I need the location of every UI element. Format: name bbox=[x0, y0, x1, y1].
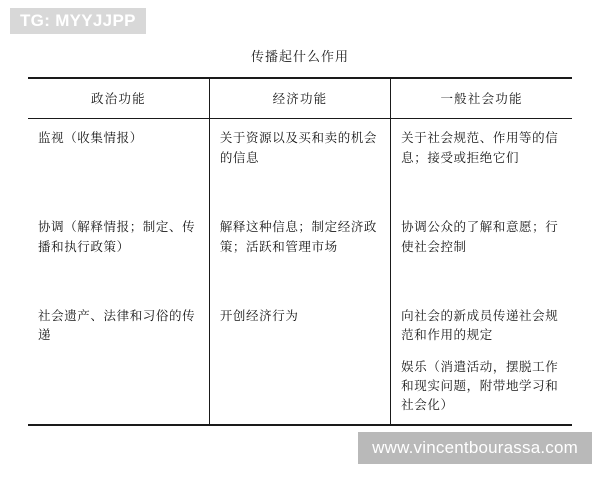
column-header-economic: 经济功能 bbox=[209, 78, 390, 119]
cell-political-surveillance bbox=[28, 119, 209, 176]
cell-text: 关于资源以及买和卖的机会的信息 bbox=[219, 130, 378, 165]
cell-political-heritage bbox=[28, 297, 209, 425]
cell-text: 社会遗产、法律和习俗的传递 bbox=[38, 307, 196, 343]
cell-text: 向社会的新成员传递社会规范和作用的规定 bbox=[401, 307, 559, 343]
cell-text-entertainment: 娱乐（消遣活动，摆脱工作和现实问题，附带地学习和社会化） bbox=[401, 358, 559, 413]
table-row-spacer bbox=[28, 176, 572, 208]
document-page bbox=[28, 46, 572, 426]
telegram-watermark: TG: MYYJJPP bbox=[10, 8, 146, 34]
cell-text: 关于社会规范、作用等的信息；接受或拒绝它们 bbox=[401, 130, 559, 165]
cell-political-coordination bbox=[28, 208, 209, 265]
table-header-row bbox=[28, 78, 572, 119]
table-row bbox=[28, 297, 572, 425]
cell-economic-heritage bbox=[209, 297, 390, 425]
cell-text: 监视（收集情报） bbox=[38, 130, 143, 146]
website-watermark: www.vincentbourassa.com bbox=[358, 432, 592, 464]
cell-social-heritage bbox=[391, 297, 572, 425]
table-body bbox=[28, 119, 572, 425]
cell-text: 协调公众的了解和意愿；行使社会控制 bbox=[401, 219, 559, 254]
page-title: 传播起什么作用 bbox=[250, 50, 349, 65]
functions-table bbox=[28, 77, 572, 426]
table-row bbox=[28, 119, 572, 176]
cell-text: 协调（解释情报；制定、传播和执行政策） bbox=[38, 219, 196, 254]
cell-economic-coordination bbox=[209, 208, 390, 265]
cell-text: 解释这种信息；制定经济政策；活跃和管理市场 bbox=[219, 219, 378, 254]
cell-social-surveillance bbox=[391, 119, 572, 176]
column-header-political: 政治功能 bbox=[28, 78, 209, 119]
table-header bbox=[28, 78, 572, 119]
column-header-social: 一般社会功能 bbox=[391, 78, 572, 119]
cell-social-coordination bbox=[391, 208, 572, 265]
table-row bbox=[28, 208, 572, 265]
cell-text: 开创经济行为 bbox=[219, 307, 299, 323]
cell-economic-surveillance bbox=[209, 119, 390, 176]
table-row-spacer bbox=[28, 265, 572, 297]
